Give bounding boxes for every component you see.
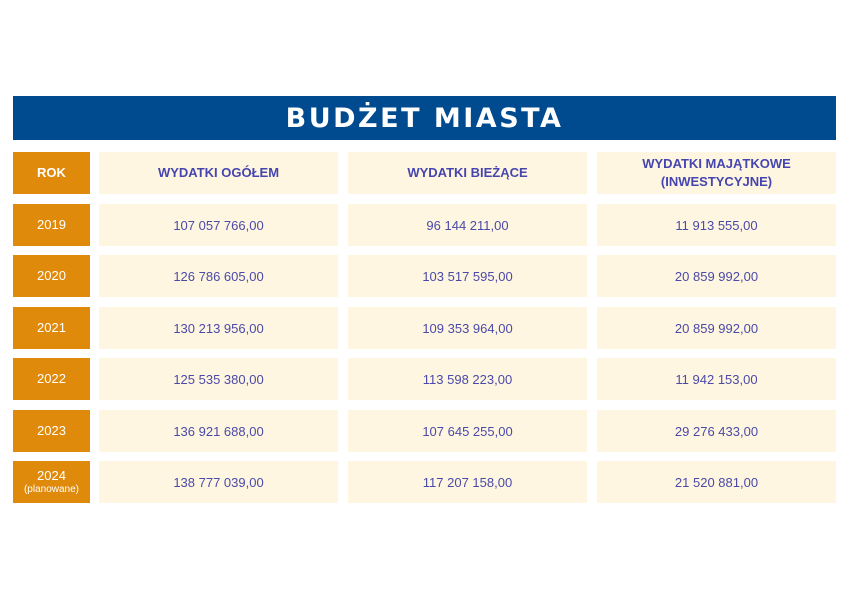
capital-expenses-value: 20 859 992,00 [597,255,836,297]
year-label: 2023 [37,422,66,438]
year-label: 2020 [37,267,66,283]
current-expenses-value: 109 353 964,00 [348,307,587,349]
current-expenses-value: 107 645 255,00 [348,410,587,452]
current-expenses-value: 96 144 211,00 [348,204,587,246]
row-year [13,307,90,349]
year-label: 2024 [37,467,66,483]
capital-expenses-value: 11 913 555,00 [597,204,836,246]
total-expenses-value: 107 057 766,00 [99,204,338,246]
row-year [13,358,90,400]
capital-expenses-value: 20 859 992,00 [597,307,836,349]
current-expenses-value: 103 517 595,00 [348,255,587,297]
total-expenses-value: 125 535 380,00 [99,358,338,400]
total-expenses-value: 136 921 688,00 [99,410,338,452]
row-year [13,461,90,503]
header-total-expenses: WYDATKI OGÓŁEM [99,152,338,194]
total-expenses-value: 138 777 039,00 [99,461,338,503]
year-label: 2021 [37,319,66,335]
year-label: 2019 [37,216,66,232]
row-year [13,204,90,246]
header-year: ROK [13,152,90,194]
page-title: BUDŻET MIASTA [285,102,564,134]
header-current-expenses: WYDATKI BIEŻĄCE [348,152,587,194]
capital-expenses-value: 29 276 433,00 [597,410,836,452]
year-label: 2022 [37,370,66,386]
total-expenses-value: 130 213 956,00 [99,307,338,349]
year-note: (planowane) [23,483,80,495]
row-year [13,255,90,297]
row-year [13,410,90,452]
current-expenses-value: 113 598 223,00 [348,358,587,400]
total-expenses-value: 126 786 605,00 [99,255,338,297]
capital-expenses-value: 21 520 881,00 [597,461,836,503]
title-banner [13,96,836,140]
current-expenses-value: 117 207 158,00 [348,461,587,503]
header-capital-expenses: WYDATKI MAJĄTKOWE (INWESTYCYJNE) [597,152,836,194]
capital-expenses-value: 11 942 153,00 [597,358,836,400]
